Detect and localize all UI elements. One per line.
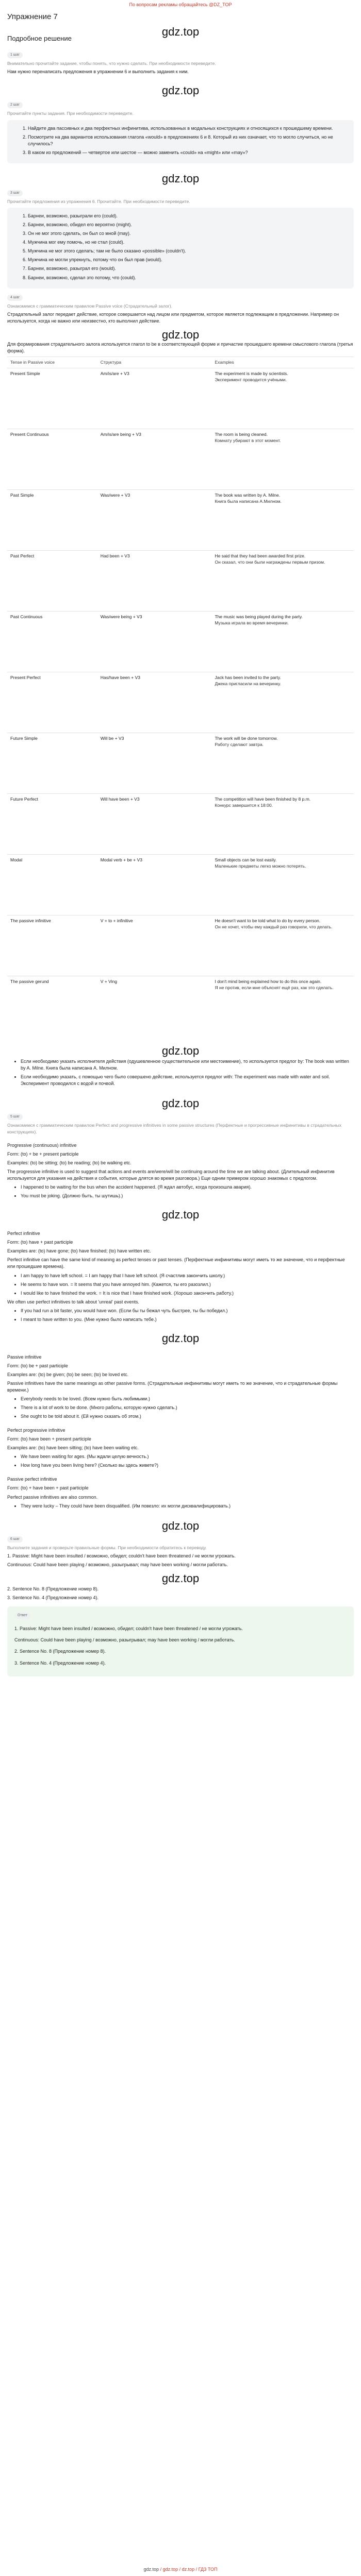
watermark: gdz.top xyxy=(161,1519,200,1532)
section-passive-perfect xyxy=(7,1476,354,1509)
tense-example xyxy=(211,854,354,915)
table-row xyxy=(7,672,354,733)
tense-structure: Will have been + V3 xyxy=(97,793,212,854)
rule-text: Страдательный залог передает действие, которое совершается над лицом или предметом, которое является подлежащим в предложении. Например он используется, когда не важно или неизвестно, кто выполнил действие. xyxy=(7,312,339,324)
tense-example xyxy=(211,793,354,854)
section-examples: Examples are: (to) have been sitting; (to) have been waiting etc. xyxy=(7,1445,139,1451)
list-item: • I would like to have finished the work. = It is nice that I have finished work. (Хорошо закончить работу.) xyxy=(21,1290,354,1297)
tenses-table xyxy=(7,357,354,1037)
answer-card xyxy=(7,1606,354,1676)
tense-structure: Was/were being + V3 xyxy=(97,611,212,672)
step-label: 3 шаг xyxy=(7,190,23,196)
list-item: • She ought to be told about it. (Ей нужно сказать об этом.) xyxy=(21,1413,354,1420)
column-header: Examples xyxy=(211,357,354,368)
step-label: 6 шаг xyxy=(7,1536,23,1543)
tense-structure: V + Ving xyxy=(97,976,212,1037)
step-5 xyxy=(7,1113,354,1509)
answer-line: 2. Sentence No. 8 (Предложение номер 8). xyxy=(14,1649,106,1654)
tense-name: Past Simple xyxy=(7,489,97,550)
tense-example xyxy=(211,368,354,429)
section-desc: Passive infinitives have the same meanings as other passive forms. (Страдательные инфинитивы могут иметь то же значение, что и страдательные формы времени.) xyxy=(7,1380,338,1393)
tense-name: The passive gerund xyxy=(7,976,97,1037)
task-card xyxy=(7,120,354,163)
example-ru: Работу сделают завтра. xyxy=(215,741,264,747)
tense-name: Past Perfect xyxy=(7,550,97,611)
section-form: Form: (to) have + past participle xyxy=(7,1240,73,1245)
tense-name: Present Simple xyxy=(7,368,97,429)
table-row xyxy=(7,733,354,793)
table-row xyxy=(7,976,354,1037)
tense-structure: V + to + infinitive xyxy=(97,915,212,976)
example-ru: Эксперимент проводится учёными. xyxy=(215,377,287,382)
tense-structure: Am/is/are being + V3 xyxy=(97,429,212,489)
example-en: The competition will have been finished by 8 p.m. xyxy=(215,796,311,802)
table-row xyxy=(7,915,354,976)
example-en: The book was written by A. Milne. xyxy=(215,492,281,498)
section-examples: Examples are: (to) be given; (to) be seen; (to) be loved etc. xyxy=(7,1371,129,1377)
tense-example xyxy=(211,976,354,1037)
example-en: He doesn't want to be told what to do by every person. xyxy=(215,918,321,923)
section-perfect-progressive xyxy=(7,1427,354,1469)
watermark: gdz.top xyxy=(161,1572,200,1585)
list-item: • Если необходимо указать, с помощью чего было совершено действие, используется предлог with: The experiment was made with water and soil. Эксперимент проводился с водой и почвой. xyxy=(21,1074,354,1087)
tense-name: Present Perfect xyxy=(7,672,97,733)
tense-example xyxy=(211,550,354,611)
section-examples: Examples: (to) be sitting; (to) be reading; (to) be walking etc. xyxy=(7,1160,132,1166)
tense-structure: Has/have been + V3 xyxy=(97,672,212,733)
answer-line: 1. Passive: Might have been insulted / возможно, обидел; couldn't have been threatened / не могли угрожать. xyxy=(14,1626,243,1632)
page-subtitle: Подробное решение xyxy=(7,34,72,42)
table-row xyxy=(7,793,354,854)
table-row xyxy=(7,429,354,489)
example-en: He said that they had been awarded first prize. xyxy=(215,553,306,558)
step-note: Внимательно прочитайте задание, чтобы понять, что нужно сделать. При необходимости переведите. xyxy=(7,60,216,66)
step-note: Выполните задания и проверьте правильные формы. При необходимости обратитесь к переводу. xyxy=(7,1545,207,1550)
tense-example xyxy=(211,611,354,672)
answer-line: 3. Sentence No. 4 (Предложение номер 4). xyxy=(14,1660,106,1666)
list-item: • He seems to have won. = It seems that you have annoyed him. (Кажется, ты его разозлил.) xyxy=(21,1281,354,1288)
table-row xyxy=(7,368,354,429)
section-examples: Examples are: (to) have gone; (to) have finished; (to) have written etc. xyxy=(7,1248,151,1254)
watermark: gdz.top xyxy=(161,84,200,97)
step-note: Прочитайте предложения из упражнения 6. Прочитайте. При необходимости переведите. xyxy=(7,198,190,204)
section-title: Perfect infinitive xyxy=(7,1231,40,1236)
list-item: 8. Барнеи, возможно, сделал это потому, что (could). xyxy=(28,275,347,281)
list-item: • I meant to have written to you. (Мне нужно было написать тебе.) xyxy=(21,1316,354,1323)
tense-structure: Modal verb + be + V3 xyxy=(97,854,212,915)
watermark: gdz.top xyxy=(161,328,200,342)
list-item: 6. Мужчина не могли упрекнуть, потому что он был прав (would). xyxy=(28,257,347,263)
section-title: Progressive (continuous) infinitive xyxy=(7,1142,77,1148)
step-label: 1 шаг xyxy=(7,52,23,58)
example-ru: Джека пригласили на вечеринку. xyxy=(215,681,281,686)
section-passive xyxy=(7,1354,354,1420)
step-note: Прочитайте пункты задания. При необходимости переведите. xyxy=(7,111,134,116)
rule-text: Для формирования страдательного залога используется глагол to be в соответствующей форме и причастие прошедшего времени смыслового глагола (третья форма). xyxy=(7,342,353,354)
section-desc: The progressive infinitive is used to suggest that actions and events are/were/will be continuing around the time we are talking about. (Длительный инфинитив используется для указания на действия и события, которые длятся во время разговора.) Еще одним примером хорошо знакомых с предлогом. xyxy=(7,1169,335,1181)
section-form: Form: (to) be + past participle xyxy=(7,1363,68,1368)
section-perfect xyxy=(7,1230,354,1323)
step-label: 2 шаг xyxy=(7,102,23,108)
answer-line: Continuous: Could have been playing / возможно, разыгрывал; may have been working / могли работать. xyxy=(7,1562,228,1568)
tense-example xyxy=(211,733,354,793)
tense-name: Future Perfect xyxy=(7,793,97,854)
watermark: gdz.top xyxy=(161,172,200,185)
list-item: • We have been waiting for ages. (Мы ждали целую вечность.) xyxy=(21,1453,354,1460)
tense-structure: Will be + V3 xyxy=(97,733,212,793)
watermark: gdz.top xyxy=(161,1208,200,1222)
example-ru: Конкурс завершится к 18:00. xyxy=(215,802,273,808)
step-1 xyxy=(7,51,354,76)
section-desc: Perfect infinitive can have the same kind of meaning as perfect tenses or past tenses. (Перфектные инфинитивы могут иметь то же значение, что и перфектные или прошедшие времена). xyxy=(7,1257,345,1269)
example-ru: Он сказал, что они были награждены первым призом. xyxy=(215,559,325,565)
section-title: Perfect progressive infinitive xyxy=(7,1428,65,1433)
step-label: 5 шаг xyxy=(7,1114,23,1120)
watermark: gdz.top xyxy=(161,1097,200,1110)
example-en: The room is being cleaned. xyxy=(215,431,268,437)
tense-example xyxy=(211,489,354,550)
example-ru: Маленькие предметы легко можно потерять. xyxy=(215,863,306,869)
tense-structure: Am/is/are + V3 xyxy=(97,368,212,429)
list-item: 5. Мужчина не мог этого сделать; там не было сказано «possible» (couldn't). xyxy=(28,248,347,255)
step-note: Ознакомимся с грамматическим правилом Perfect and progressive infinitives in some passive structures (Перфектные и прогрессивные инфинитивы в страдательных конструкциях). xyxy=(7,1123,341,1134)
tense-example xyxy=(211,672,354,733)
watermark: gdz.top xyxy=(161,1044,200,1058)
example-en: The experiment is made by scientists. xyxy=(215,370,288,376)
list-item: • You must be joking. (Должно быть, ты шутишь).) xyxy=(21,1193,354,1199)
step-text: Нам нужно перенаписать предложения в упражнении 6 и выполнить задания к ним. xyxy=(7,69,189,75)
list-item: • There is a lot of work to be done. (Много работы, которую нужно сделать.) xyxy=(21,1404,354,1411)
page-content xyxy=(0,11,361,1676)
tense-example xyxy=(211,429,354,489)
step-3 xyxy=(7,189,354,289)
sentences-card xyxy=(7,208,354,288)
tense-name: Modal xyxy=(7,854,97,915)
answer-line: 3. Sentence No. 4 (Предложение номер 4). xyxy=(7,1595,99,1601)
list-item: 1. Барнеи, возможно, разыграли его (could). xyxy=(28,213,347,219)
table-row xyxy=(7,550,354,611)
list-item: 4. Мужчина мог ему помочь, но не стал (could). xyxy=(28,239,347,246)
answer-label: Ответ xyxy=(14,1613,30,1619)
list-item: 7. Барнеи, возможно, разыграл его (would). xyxy=(28,265,347,272)
tense-name: Present Continuous xyxy=(7,429,97,489)
section-desc: Perfect passive infinitives are also common. xyxy=(7,1494,98,1500)
list-item: • I am happy to have left school. = I am happy that I have left school. (Я счастлив закончить школу.) xyxy=(21,1273,354,1279)
section-desc: We often use perfect infinitives to talk about 'unreal' past events. xyxy=(7,1299,139,1304)
answer-line: 2. Sentence No. 8 (Предложение номер 8). xyxy=(7,1586,99,1592)
watermark: gdz.top xyxy=(161,25,200,38)
list-item: • Если необходимо указать исполнителя действия (одушевленное существительное или местоимение), то используется предлог by: The book was written by A. Milne. Книга была написана А. Милном. xyxy=(21,1058,354,1072)
list-item: 2. Барнеи, возможно, обидел его вероятно (might). xyxy=(28,222,347,228)
tense-example xyxy=(211,915,354,976)
watermark: gdz.top xyxy=(161,1331,200,1345)
answer-line: Continuous: Could have been playing / возможно, разыгрывал; may have been working / могли работать. xyxy=(14,1637,235,1643)
table-row xyxy=(7,611,354,672)
example-en: The music was being played during the party. xyxy=(215,614,303,619)
example-ru: Музыка играла во время вечеринки. xyxy=(215,620,289,625)
list-item: 3. Он не мог этого сделать, он был со мной (may). xyxy=(28,230,347,237)
footer-links[interactable]: / gdz.top / dz.top / ГДЗ ТОП xyxy=(160,2566,218,2572)
step-2 xyxy=(7,101,354,163)
column-header: Структура xyxy=(97,357,212,368)
section-title: Passive perfect infinitive xyxy=(7,1477,57,1482)
step-label: 4 шаг xyxy=(7,295,23,301)
section-title: Passive infinitive xyxy=(7,1354,42,1360)
tense-structure: Was/were + V3 xyxy=(97,489,212,550)
list-item: • They were lucky – They could have been disqualified. (Им повезло: их могли дисквалифицировать.) xyxy=(21,1503,354,1510)
step-6 xyxy=(7,1535,354,1602)
table-row xyxy=(7,854,354,915)
table-row xyxy=(7,489,354,550)
example-ru: Я не против, если мне объяснят ещё раз, как это сделать. xyxy=(215,985,334,990)
list-item: 2. Посмотрите на два вариантов использования глагола «would» в предложениях 6 и 8. Который из них означает, что то могло случиться, но не случилось? xyxy=(28,134,347,147)
list-item: 3. В каком из предложений — четвертое или шестое — можно заменить «could» на «might» или «may»? xyxy=(28,149,347,156)
example-en: Jack has been invited to the party. xyxy=(215,674,281,680)
section-progressive xyxy=(7,1142,354,1199)
list-item: 1. Найдите два пассивных и два перфектных инфинитива, использованных в модальных конструкциях и относящихся к прошедшему времени. xyxy=(28,125,347,132)
footer-link[interactable]: gdz.top xyxy=(143,2566,159,2572)
tense-name: Past Continuous xyxy=(7,611,97,672)
example-ru: Он не хочет, чтобы ему каждый раз говорили, что делать. xyxy=(215,924,333,929)
tense-structure: Had been + V3 xyxy=(97,550,212,611)
step-note: Ознакомимся с грамматическим правилом Passive voice (Страдательный залог). xyxy=(7,303,172,309)
answer-line: 1. Passive: Might have been insulted / возможно, обидел; couldn't have been threatened / не могли угрожать. xyxy=(7,1553,236,1559)
list-item: • I happened to be waiting for the bus when the accident happened. (Я ждал автобус, когда произошла авария). xyxy=(21,1184,354,1191)
section-form: Form: (to) + be + present participle xyxy=(7,1151,79,1157)
table-header-row xyxy=(7,357,354,368)
example-ru: Книга была написана А.Милном. xyxy=(215,498,282,504)
tense-name: The passive infinitive xyxy=(7,915,97,976)
section-form: Form: (to) have been + present participle xyxy=(7,1436,91,1442)
step-4 xyxy=(7,294,354,1088)
ad-banner[interactable]: По вопросам рекламы обращайтесь @DZ_TOP xyxy=(129,2,232,7)
column-header: Tense in Passive voice xyxy=(7,357,97,368)
example-en: Small objects can be lost easily. xyxy=(215,857,277,862)
list-item: • How long have you been living here? (Сколько вы здесь живете?) xyxy=(21,1462,354,1469)
list-item: • Everybody needs to be loved. (Всем нужно быть любимыми.) xyxy=(21,1396,354,1402)
page-title: Упражнение 7 xyxy=(7,12,58,21)
example-en: The work will be done tomorrow. xyxy=(215,735,278,741)
section-form: Form: (to) + have been + past participle xyxy=(7,1485,89,1491)
list-item: • If you had run a bit faster, you would have won. (Если бы ты бежал чуть быстрее, ты бы победил.) xyxy=(21,1308,354,1314)
example-ru: Комнату убирают в этот момент. xyxy=(215,437,281,443)
footer xyxy=(0,2566,361,2573)
tense-name: Future Simple xyxy=(7,733,97,793)
example-en: I don't mind being explained how to do this once again. xyxy=(215,978,322,984)
